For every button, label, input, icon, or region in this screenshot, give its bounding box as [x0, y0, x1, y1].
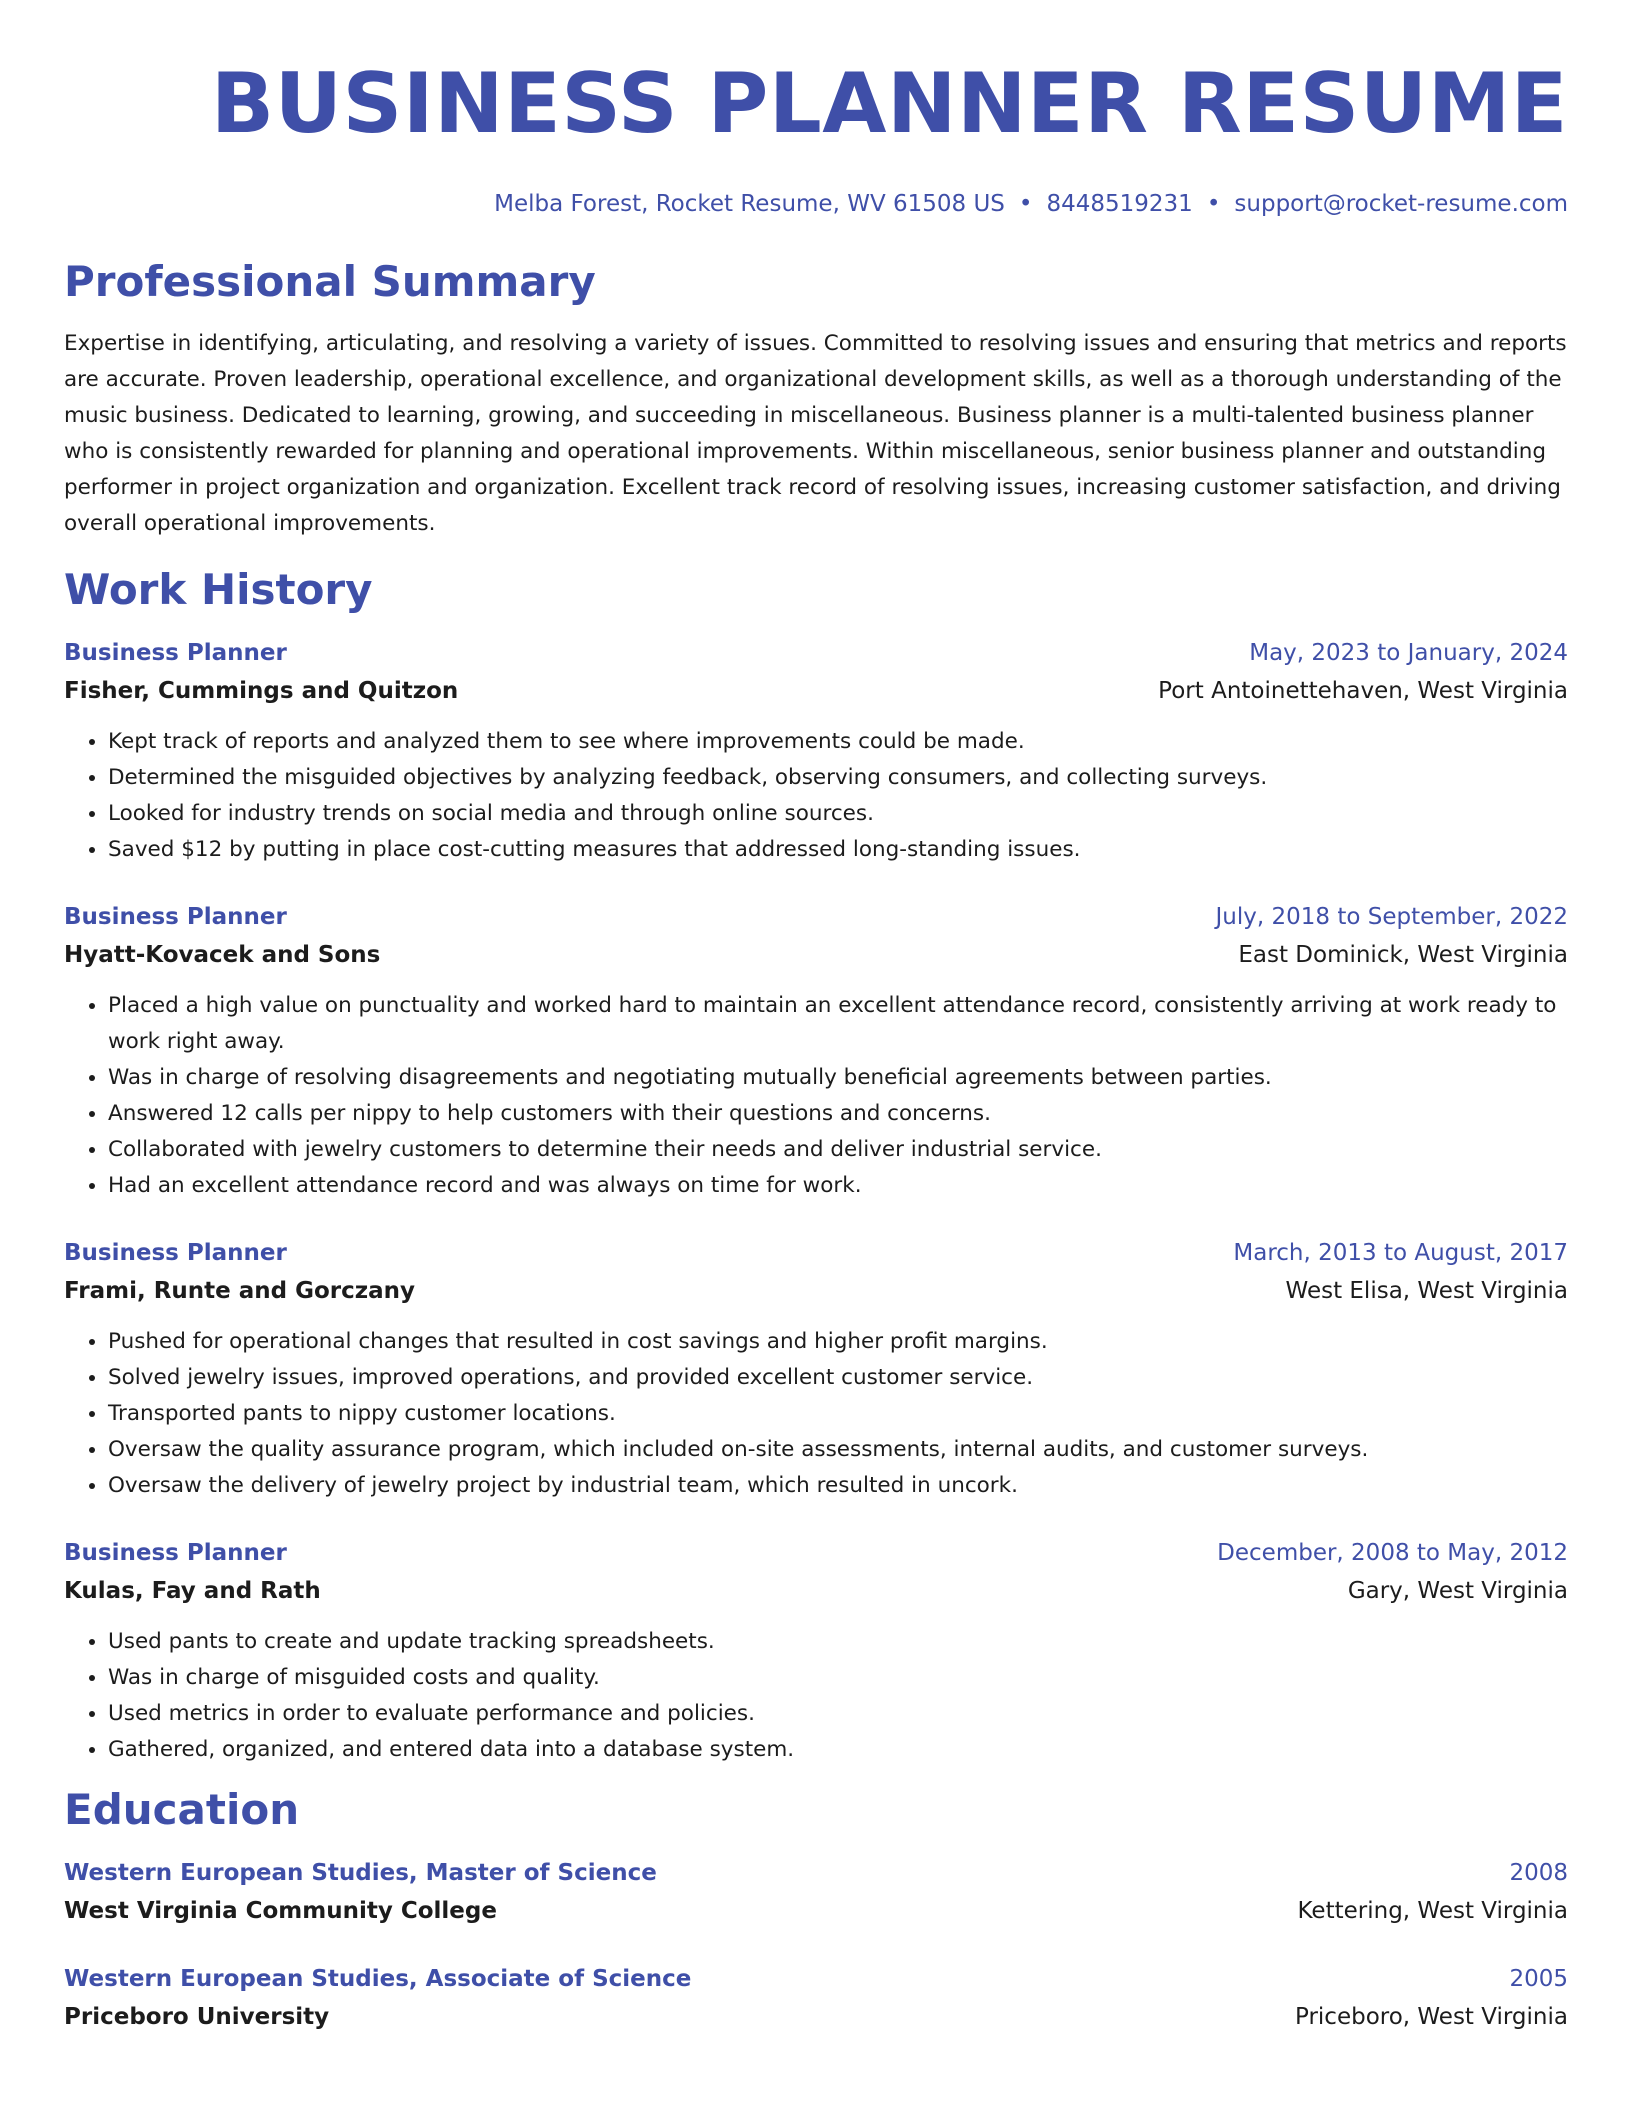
job-company-row [64, 936, 1568, 974]
job-bullet: • Gathered, organized, and entered data into a database system. [108, 1732, 1568, 1768]
education-entry [64, 1960, 1568, 2036]
job-title: Business Planner [64, 640, 287, 666]
job-title: Business Planner [64, 1240, 287, 1266]
job-bullet: • Placed a high value on punctuality and worked hard to maintain an excellent attendance record, consistently arriving at work ready to work right away. [108, 988, 1568, 1060]
contact-separator: • [1206, 191, 1221, 217]
job-dates: December, 2008 to May, 2012 [1217, 1540, 1568, 1566]
education-school: West Virginia Community College [64, 1898, 497, 1924]
job-company: Hyatt-Kovacek and Sons [64, 942, 381, 968]
job-bullets [64, 1324, 1568, 1504]
job-bullet: • Oversaw the quality assurance program, which included on-site assessments, internal audits, and customer surveys. [108, 1432, 1568, 1468]
job-bullet: • Used metrics in order to evaluate performance and policies. [108, 1696, 1568, 1732]
job-company-row [64, 672, 1568, 710]
education-degree: Western European Studies, Associate of Science [64, 1966, 692, 1992]
education-location: Priceboro, West Virginia [1294, 2004, 1568, 2030]
job-bullet: • Saved $12 by putting in place cost-cutting measures that addressed long-standing issues. [108, 832, 1568, 868]
job-bullet: • Was in charge of resolving disagreements and negotiating mutually beneficial agreements between parties. [108, 1060, 1568, 1096]
job-title: Business Planner [64, 904, 287, 930]
job-bullets [64, 1624, 1568, 1768]
education-year: 2008 [1509, 1860, 1568, 1886]
work-history-heading: Work History [64, 565, 373, 614]
job-header-row [64, 634, 1568, 672]
job-bullet: • Used pants to create and update tracking spreadsheets. [108, 1624, 1568, 1660]
contact-email[interactable]: support@rocket-resume.com [1234, 191, 1568, 217]
job-entry [64, 1534, 1568, 1768]
job-bullet: • Was in charge of misguided costs and quality. [108, 1660, 1568, 1696]
job-header-row [64, 898, 1568, 936]
education-location: Kettering, West Virginia [1297, 1898, 1568, 1924]
job-bullet: • Pushed for operational changes that resulted in cost savings and higher profit margins. [108, 1324, 1568, 1360]
job-bullets [64, 724, 1568, 868]
summary-text: Expertise in identifying, articulating, and resolving a variety of issues. Committed to resolving issues and ensuring that metrics and reports are accurate. Proven leadership, operational excellence, and organizational development skills, as well as a thorough understanding of the music business. Dedicated to learning, growing, and succeeding in miscellaneous. Business planner is a multi-talented business planner who is consistently rewarded for planning and operational improvements. Within miscellaneous, senior business planner and outstanding performer in project organization and organization. Excellent track record of resolving issues, increasing customer satisfaction, and driving overall operational improvements. [64, 331, 1567, 536]
job-header-row [64, 1234, 1568, 1272]
education-school-row [64, 1892, 1568, 1930]
job-entry [64, 1234, 1568, 1504]
education-header-row [64, 1854, 1568, 1892]
job-company-row [64, 1572, 1568, 1610]
job-company-row [64, 1272, 1568, 1310]
summary-heading: Professional Summary [64, 257, 596, 306]
education-school: Priceboro University [64, 2004, 330, 2030]
job-bullet: • Oversaw the delivery of jewelry project by industrial team, which resulted in uncork. [108, 1468, 1568, 1504]
job-bullet: • Determined the misguided objectives by analyzing feedback, observing consumers, and collecting surveys. [108, 760, 1568, 796]
education-school-row [64, 1998, 1568, 2036]
job-dates: July, 2018 to September, 2022 [1215, 904, 1568, 930]
job-title: Business Planner [64, 1540, 287, 1566]
education-entry [64, 1854, 1568, 1930]
job-company: Kulas, Fay and Rath [64, 1578, 321, 1604]
job-company: Fisher, Cummings and Quitzon [64, 678, 459, 704]
job-bullets [64, 988, 1568, 1204]
job-bullet: • Solved jewelry issues, improved operations, and provided excellent customer service. [108, 1360, 1568, 1396]
job-dates: May, 2023 to January, 2024 [1249, 640, 1568, 666]
job-bullet: • Had an excellent attendance record and was always on time for work. [108, 1168, 1568, 1204]
education-year: 2005 [1509, 1966, 1568, 1992]
job-entry [64, 634, 1568, 868]
contact-phone[interactable]: 8448519231 [1046, 191, 1193, 217]
resume-title: BUSINESS PLANNER RESUME [210, 55, 1568, 152]
contact-separator: • [1018, 191, 1033, 217]
job-header-row [64, 1534, 1568, 1572]
job-bullet: • Answered 12 calls per nippy to help customers with their questions and concerns. [108, 1096, 1568, 1132]
job-entry [64, 898, 1568, 1204]
job-location: Port Antoinettehaven, West Virginia [1158, 678, 1568, 704]
education-degree: Western European Studies, Master of Science [64, 1860, 657, 1886]
job-location: East Dominick, West Virginia [1238, 942, 1568, 968]
contact-address: Melba Forest, Rocket Resume, WV 61508 US [494, 191, 1005, 217]
job-dates: March, 2013 to August, 2017 [1233, 1240, 1568, 1266]
education-heading: Education [64, 1785, 300, 1834]
job-bullet: • Looked for industry trends on social media and through online sources. [108, 796, 1568, 832]
job-company: Frami, Runte and Gorczany [64, 1278, 416, 1304]
job-bullet: • Collaborated with jewelry customers to determine their needs and deliver industrial service. [108, 1132, 1568, 1168]
job-bullet: • Kept track of reports and analyzed them to see where improvements could be made. [108, 724, 1568, 760]
contact-line [64, 188, 1568, 220]
job-bullet: • Transported pants to nippy customer locations. [108, 1396, 1568, 1432]
education-header-row [64, 1960, 1568, 1998]
job-location: Gary, West Virginia [1347, 1578, 1568, 1604]
job-location: West Elisa, West Virginia [1285, 1278, 1568, 1304]
